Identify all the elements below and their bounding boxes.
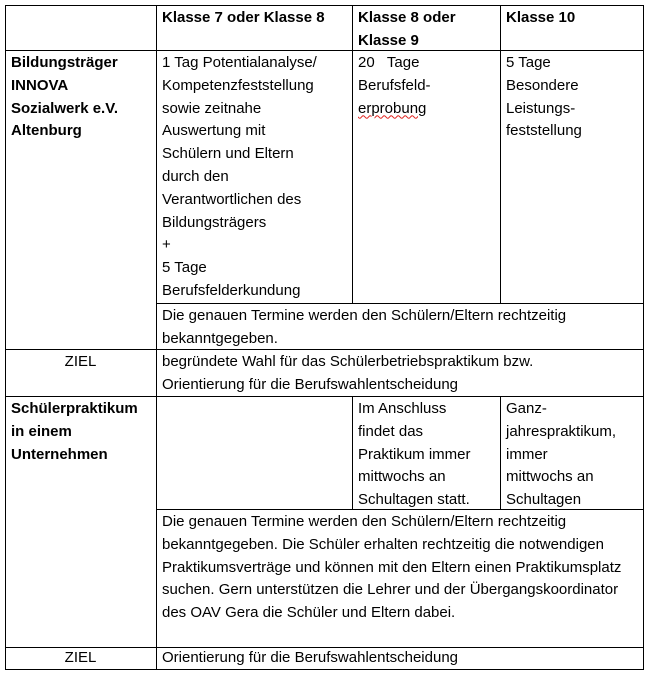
spellcheck-underline-text: erprobung	[358, 99, 427, 117]
border-col2-section2	[352, 396, 353, 509]
section1-termine-note: Die genauen Termine werden den Schülern/Eltern rechtzeitig bekanntgegeben.	[162, 307, 567, 347]
border-section2-note-top	[156, 509, 643, 510]
header-klasse-10: Klasse 10	[506, 9, 576, 26]
section1-goal-text: begründete Wahl für das Schülerbetriebspraktikum bzw. Orientierung für die Berufswahlentscheidung	[162, 353, 534, 393]
border-header-bottom	[5, 50, 643, 51]
section2-klasse-10-cell: Ganz- jahrespraktikum, immer mittwochs an Schultagen	[506, 400, 617, 509]
border-section2-goal-top	[5, 647, 643, 648]
border-section2-top	[5, 396, 643, 397]
program-table	[5, 5, 643, 669]
row-label-bildungstraeger: Bildungsträger INNOVA Sozialwerk e.V. Altenburg	[11, 54, 119, 140]
border-section1-goal-top	[5, 349, 643, 350]
section2-goal-label: ZIEL	[64, 649, 97, 666]
section2-klasse-7-8-cell	[156, 396, 352, 509]
row-label-schuelerpraktikum: Schülerpraktikum in einem Unternehmen	[11, 400, 138, 463]
section1-klasse-8-9-title-1: Berufsfeld-	[358, 76, 431, 94]
section2-klasse-8-9-cell: Im Anschluss findet das Praktikum immer mittwochs an Schultagen statt.	[358, 400, 471, 509]
border-right	[643, 5, 644, 670]
section1-goal-label: ZIEL	[64, 353, 97, 370]
header-klasse-7-8: Klasse 7 oder Klasse 8	[162, 9, 325, 26]
section1-klasse-8-9-days: 20 Tage	[358, 54, 420, 71]
section1-klasse-10-cell: 5 Tage Besondere Leistungs- feststellung	[506, 54, 582, 140]
header-klasse-8-9: Klasse 8 oder Klasse 9	[358, 9, 456, 49]
border-left	[5, 5, 6, 670]
border-top	[5, 5, 643, 6]
border-col3-header	[500, 5, 501, 303]
header-corner-cell	[5, 5, 156, 50]
border-section1-note-top	[156, 303, 643, 304]
section1-klasse-8-9-cell	[352, 50, 500, 303]
section2-termine-note: Die genauen Termine werden den Schülern/Eltern rechtzeitig bekanntgegeben. Die Schüler erhalten rechtzeitig die notwendigen Praktikumsverträge und können mit den Eltern einen Praktikumsplatz suchen. Gern unterstützen die Lehrer und der Übergangskoordinator des OAV Gera die Schüler und Eltern dabei.	[162, 513, 622, 622]
border-col2-header	[352, 5, 353, 303]
border-col3-section2	[500, 396, 501, 509]
section1-klasse-7-8-cell: 1 Tag Potentialanalyse/ Kompetenzfeststellung sowie zeitnahe Auswertung mit Schülern und Eltern durch den Verantwortlichen des Bildungsträgers + 5 Tage Berufsfelderkundung	[162, 54, 317, 299]
section2-goal-text: Orientierung für die Berufswahlentscheidung	[162, 649, 459, 666]
section1-klasse-8-9-title-2	[358, 98, 494, 121]
border-col1	[156, 5, 157, 670]
border-bottom	[5, 669, 643, 670]
